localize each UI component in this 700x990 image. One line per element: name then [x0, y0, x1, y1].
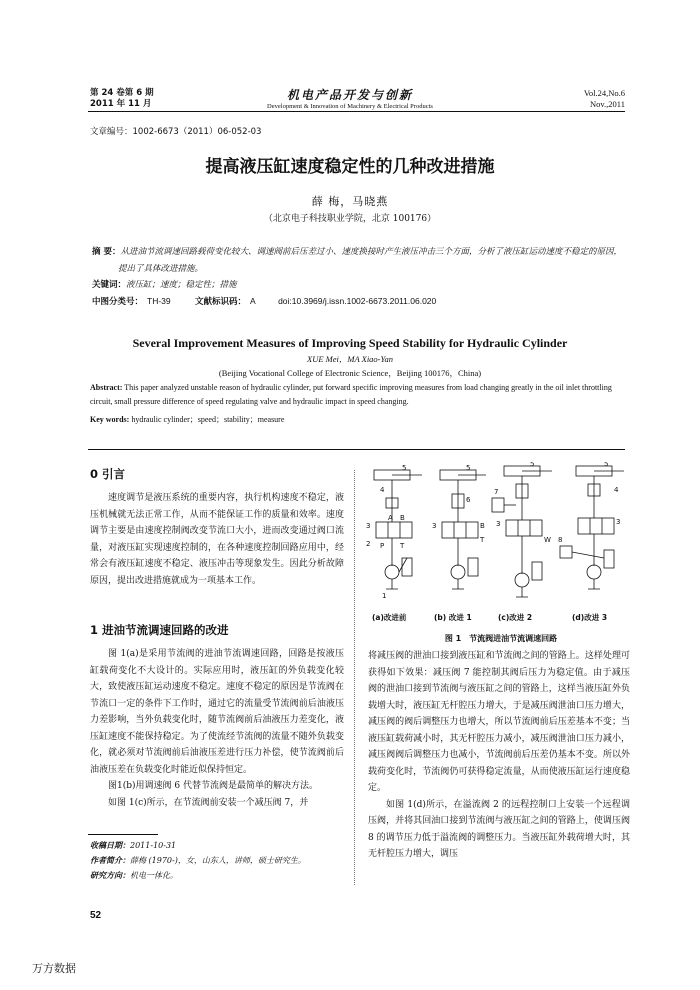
- fig-num-6b: 6: [466, 496, 471, 504]
- doc-value: A: [250, 296, 256, 306]
- fig-port-w: W: [544, 536, 551, 544]
- header-month: Nov.,2011: [589, 99, 625, 109]
- author-label: 作者简介：: [90, 855, 130, 865]
- fig-num-3a: 3: [366, 522, 371, 530]
- received-label: 收稿日期：: [90, 840, 130, 850]
- fig-num-5b: 5: [466, 464, 471, 472]
- header-date: 2011 年 11 月: [90, 99, 152, 109]
- fig-port-b1: B: [400, 514, 405, 522]
- fig-num-5d: 5: [604, 462, 609, 468]
- footnote-rule: [88, 834, 158, 835]
- fig-num-3b: 3: [432, 522, 437, 530]
- english-keywords-text: hydraulic cylinder；speed；stability；measure: [131, 415, 285, 424]
- received-date: 2011-10-31: [130, 841, 177, 850]
- fig-num-5a: 5: [402, 464, 407, 472]
- article-number: 文章编号：1002-6673（2011）06-052-03: [90, 127, 262, 137]
- fig-num-1a: 1: [382, 592, 387, 600]
- figure-sub-a: (a)改进前: [372, 613, 407, 622]
- right-column-body: [368, 648, 630, 863]
- section1-para2: 图1(b)用调速阀 6 代替节流阀是最简单的解决方法。: [108, 781, 318, 791]
- header-volume: 第 24 卷第 6 期: [90, 88, 154, 98]
- section0-para: 速度调节是液压系统的重要内容，执行机构速度不稳定，液压机械就无法正常工作，从而不能保证工作的质量和效率。速度调节主要是由速度控制阀改变节流口大小，进而改变通过阀口流量，对液压缸实现速度控制的，在各种速度控制回路应用中，经常会有液压缸速度不稳定、液压冲击等现象发生。因此分析故障原因，提出改进措施就成为一项基本工作。: [90, 493, 344, 586]
- abstract-cn-label: 摘 要：: [92, 247, 121, 257]
- circuit-b: [432, 464, 486, 589]
- footnote-research: [90, 868, 306, 883]
- research-field: 机电一体化。: [130, 871, 178, 880]
- abstract-rule: [88, 449, 625, 450]
- fig-num-4d: 4: [614, 486, 619, 494]
- circuit-a: [366, 464, 422, 600]
- header-volume-en: [584, 88, 625, 110]
- journal-name-en: Development & Innovation of Machinery & Electrical Products: [267, 103, 433, 110]
- fig-num-3c: 3: [496, 520, 501, 528]
- fig-port-t1: T: [400, 542, 405, 550]
- fig-port-t2: T: [480, 536, 485, 544]
- doc-label: 文献标识码：: [195, 297, 247, 307]
- right-para1: 将减压阀的泄油口接到液压缸和节流阀之间的管路上。这样处理可获得如下效果：减压阀 7 能控制其阀后压力为稳定值。由于减压阀的泄油口接到节流阀与液压缸之间的管路上，这样当液压缸外负载增大时，液压缸无杆腔压力增大，于是减压阀泄油口压力增大，减压阀的阀后调整压力也增大，所以节流阀前后压差基本不变；当液压缸载荷减小时，其无杆腔压力减小，减压阀泄油口压力减小，减压阀阀后调整压力也减小，节流阀前后压差仍基本不变。所以外载荷变化时，节流阀仍可获得稳定流量，从而使液压缸运行速度稳定。: [368, 651, 630, 793]
- affiliation: （北京电子科技职业学院，北京 100176）: [263, 214, 437, 224]
- author-bio: 薛梅 (1970-)，女，山东人，讲师，硕士研究生。: [130, 856, 306, 865]
- fig-num-8d: 8: [558, 536, 563, 544]
- figure-1-circuits: [362, 462, 630, 610]
- page-number: 52: [90, 910, 102, 921]
- doi: doi:10.3969/j.issn.1002-6673.2011.06.020: [278, 296, 437, 306]
- footnote-author: [90, 853, 306, 868]
- figure-caption: 图 1 节流阀进油节流调速回路: [444, 634, 558, 643]
- fig-port-p1: P: [380, 542, 385, 550]
- figure-sub-c: (c)改进 2: [498, 613, 533, 622]
- english-authors: XUE Mei，MA Xiao-Yan: [307, 354, 393, 364]
- fig-num-7c: 7: [494, 488, 499, 496]
- fig-num-5c: 5: [530, 462, 535, 468]
- keywords-cn: [92, 278, 237, 290]
- keywords-cn-text: 液压缸；速度；稳定性；措施: [126, 280, 237, 290]
- authors: 薛 梅，马晓燕: [311, 195, 389, 208]
- journal-name-cn: 机电产品开发与创新: [286, 88, 413, 102]
- header-rule: [88, 111, 625, 112]
- section1-para3: 如图 1(c)所示，在节流阀前安装一个减压阀 7，并: [108, 797, 309, 808]
- footnote: [90, 838, 306, 883]
- abstract-cn-text: 从进油节流调速回路载荷变化较大、调速阀前后压差过小、速度换接时产生液压冲击三个方面，分析了液压缸运动速度不稳定的原因，提出了具体改进措施。: [118, 247, 622, 274]
- section1-body: [90, 646, 344, 811]
- english-affiliation: (Beijing Vocational College of Electronic Science，Beijing 100176，China): [218, 368, 482, 378]
- english-abstract-label: Abstract:: [90, 383, 123, 392]
- classification-line: [92, 295, 436, 307]
- column-divider: [354, 470, 355, 885]
- circuit-d: [558, 462, 624, 589]
- watermark: 万方数据: [32, 962, 76, 975]
- paper-title: 提高液压缸速度稳定性的几种改进措施: [205, 157, 495, 177]
- english-abstract: [90, 381, 627, 409]
- cls-value: TH-39: [147, 296, 171, 306]
- section1-heading: 1 进油节流调速回路的改进: [90, 623, 229, 637]
- header-vol-no: Vol.24,No.6: [583, 88, 625, 98]
- figure-sub-d: (d)改进 3: [572, 613, 608, 622]
- fig-port-b2: B: [480, 522, 485, 530]
- section0-heading: 0 引言: [90, 467, 126, 481]
- fig-num-2a: 2: [366, 540, 371, 548]
- figure-sub-b: (b) 改进 1: [434, 613, 472, 622]
- fig-num-3d: 3: [616, 518, 621, 526]
- english-keywords-label: Key words:: [90, 415, 130, 424]
- english-title: Several Improvement Measures of Improving Speed Stability for Hydraulic Cylinder: [132, 336, 568, 350]
- abstract-cn: [92, 244, 628, 278]
- english-keywords: [90, 414, 284, 425]
- fig-num-4a: 4: [380, 486, 385, 494]
- right-para2: 如图 1(d)所示，在溢流阀 2 的远程控制口上安装一个远程调压阀，并将其回油口接到节流阀与液压缸之间的管路上，使调压阀 8 的调节压力低于溢流阀的调整压力。当液压缸外载荷增大时，其无杆腔压力增大，调压: [368, 799, 630, 859]
- section1-para1: 图 1(a)是采用节流阀的进油节流调速回路，回路是按液压缸载荷变化不大设计的。实际应用时，液压缸的外负载变化较大，致使液压缸运动速度不稳定。速度不稳定的原因是节流阀在节流口一定的条件下工作时，通过它的流量受节流阀前后油液压力差影响，当外负载变化时，随节流阀前后油液压力差变化，液压缸速度不能保持稳定。为了使流经节流阀的流量不随外负载变化，就必须对节流阀前后油液压差进行压力补偿，使节流阀前后油液压差在负载变化时能近似保持恒定。: [90, 649, 344, 775]
- fig-port-a1: A: [388, 514, 393, 522]
- keywords-cn-label: 关键词：: [92, 280, 127, 290]
- research-label: 研究方向：: [90, 870, 130, 880]
- english-abstract-text: This paper analyzed unstable reason of hydraulic cylinder, put forward specific improving measures from load changing greatly in the oil inlet throttling circuit, small pressure difference of speed regulating valve and hydraulic impact in speed changing.: [90, 383, 612, 406]
- footnote-received: [90, 838, 306, 853]
- circuit-c: [492, 462, 552, 597]
- cls-label: 中图分类号：: [92, 297, 144, 307]
- section0-body: [90, 490, 344, 589]
